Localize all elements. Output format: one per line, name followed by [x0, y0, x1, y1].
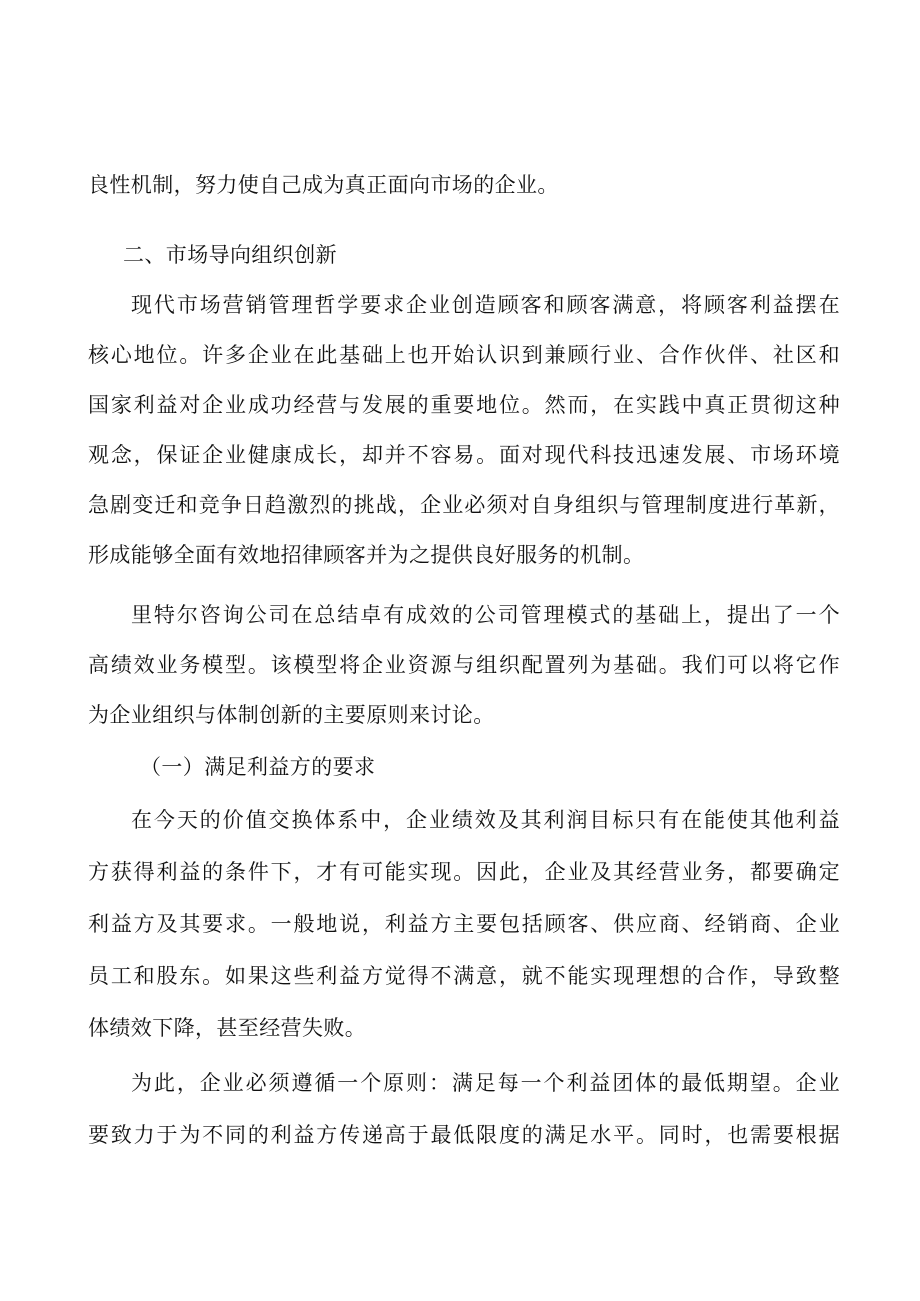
- paragraph-line: 体绩效下降，甚至经营失败。: [88, 1016, 367, 1040]
- section-heading: 二、市场导向组织创新: [123, 243, 337, 267]
- paragraph-line: 利益方及其要求。一般地说，利益方主要包括顾客、供应商、经销商、企业: [88, 912, 840, 936]
- paragraph-line: 形成能够全面有效地招律顾客并为之提供良好服务的机制。: [88, 543, 645, 567]
- paragraph-line: 观念，保证企业健康成长，却并不容易。面对现代科技迅速发展、市场环境: [88, 443, 840, 467]
- paragraph-line: 在今天的价值交换体系中，企业绩效及其利润目标只有在能使其他利益: [131, 808, 840, 832]
- paragraph-line: 里特尔咨询公司在总结卓有成效的公司管理模式的基础上，提出了一个: [131, 603, 840, 627]
- paragraph-line: 核心地位。许多企业在此基础上也开始认识到兼顾行业、合作伙伴、社区和: [88, 343, 840, 367]
- subsection-heading: （一）满足利益方的要求: [140, 755, 376, 779]
- paragraph-line: 国家利益对企业成功经营与发展的重要地位。然而，在实践中真正贯彻这种: [88, 393, 840, 417]
- paragraph-line: 员工和股东。如果这些利益方觉得不满意，就不能实现理想的合作，导致整: [88, 964, 840, 988]
- paragraph-line: 方获得利益的条件下，才有可能实现。因此，企业及其经营业务，都要确定: [88, 860, 840, 884]
- paragraph-line: 为企业组织与体制创新的主要原则来讨论。: [88, 703, 495, 727]
- paragraph-line: 急剧变迁和竞争日趋激烈的挑战，企业必须对自身组织与管理制度进行革新，: [88, 493, 840, 517]
- paragraph-line: 良性机制，努力使自己成为真正面向市场的企业。: [88, 173, 559, 197]
- paragraph-line: 要致力于为不同的利益方传递高于最低限度的满足水平。同时，也需要根据: [88, 1123, 840, 1147]
- paragraph-line: 为此，企业必须遵循一个原则：满足每一个利益团体的最低期望。企业: [131, 1071, 840, 1095]
- paragraph-line: 现代市场营销管理哲学要求企业创造顾客和顾客满意，将顾客利益摆在: [131, 293, 840, 317]
- paragraph-line: 高绩效业务模型。该模型将企业资源与组织配置列为基础。我们可以将它作: [88, 653, 840, 677]
